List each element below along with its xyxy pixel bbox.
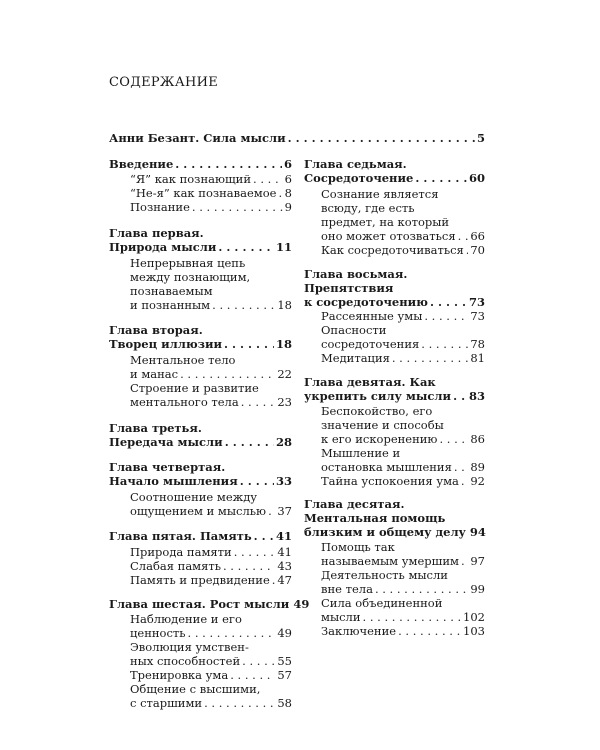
toc-subentry[interactable]: [130, 668, 292, 682]
entry-title: остановка мышления: [321, 460, 452, 474]
page-number: 41: [277, 545, 292, 559]
page-number: 97: [470, 554, 485, 568]
dot-leader: [242, 654, 275, 668]
entry-title: укрепить силу мысли: [304, 389, 452, 403]
page-number: 23: [277, 395, 292, 409]
page-number: 86: [470, 432, 485, 446]
page-number: 8: [284, 186, 292, 200]
dot-leader: [204, 696, 275, 710]
entry-title: “Я” как познающий: [130, 172, 252, 186]
subentry-text: значение и способы: [321, 418, 444, 432]
toc-subentry[interactable]: [130, 654, 292, 668]
toc-subentry[interactable]: [130, 504, 292, 518]
entry-title: Начало мышления: [109, 474, 238, 488]
entry-title: и манас: [130, 367, 179, 381]
dot-leader: [234, 545, 276, 559]
toc-entry-ch1[interactable]: [109, 240, 292, 254]
subentry-text: всюду, где есть: [321, 201, 415, 215]
dot-leader: [430, 295, 467, 309]
entry-title: Тренировка ума: [130, 668, 229, 682]
page-number: 33: [275, 474, 292, 488]
page-number: 41: [275, 529, 292, 543]
toc-subentry[interactable]: [321, 610, 485, 624]
toc-entry-ch10[interactable]: [304, 525, 485, 539]
entry-title: Рассеянные умы: [321, 309, 423, 323]
toc-subentry[interactable]: [130, 545, 292, 559]
dot-leader: [466, 243, 469, 257]
dot-leader: [424, 309, 468, 323]
entry-title: сосредоточения: [321, 337, 420, 351]
toc-entry-ch6[interactable]: [109, 597, 310, 611]
toc-subentry[interactable]: [321, 582, 485, 596]
subentry-text: Эволюция умствен-: [130, 640, 249, 654]
dot-leader: [230, 668, 275, 682]
entry-title: называемым умершим: [321, 554, 459, 568]
chapter-label: Глава третья.: [109, 421, 202, 435]
chapter-label: Глава первая.: [109, 226, 204, 240]
page-number: 103: [463, 624, 485, 638]
toc-subentry[interactable]: [130, 626, 292, 640]
subentry-text: Сила объединенной: [321, 596, 443, 610]
entry-title: Тайна успокоения ума: [321, 474, 459, 488]
dot-leader: [453, 389, 467, 403]
entry-title: Природа мысли: [109, 240, 217, 254]
subentry-text: Опасности: [321, 323, 387, 337]
toc-subentry[interactable]: [130, 172, 292, 186]
entry-title: мысли: [321, 610, 361, 624]
dot-leader: [392, 351, 468, 365]
page-number: 94: [469, 525, 486, 539]
toc-subentry[interactable]: [130, 395, 292, 409]
page-number: 6: [283, 157, 292, 171]
page-number: 57: [277, 668, 292, 682]
entry-title: Введение: [109, 157, 174, 171]
entry-title: Познание: [130, 200, 190, 214]
subentry-text: предмет, на который: [321, 215, 450, 229]
subentry-text: Непрерывная цепь: [130, 256, 246, 270]
toc-subentry[interactable]: [130, 367, 292, 381]
entry-title: близким и общему делу: [304, 525, 466, 539]
toc-entry-ch4[interactable]: [109, 474, 292, 488]
dot-leader: [363, 610, 462, 624]
page-number: 55: [277, 654, 292, 668]
entry-title: Заключение: [321, 624, 397, 638]
dot-leader: [254, 529, 274, 543]
toc-subentry[interactable]: [321, 460, 485, 474]
subentry-text: Сознание является: [321, 187, 439, 201]
dot-leader: [461, 474, 468, 488]
dot-leader: [241, 395, 276, 409]
dot-leader: [225, 435, 274, 449]
page-number: 92: [470, 474, 485, 488]
page-number: 58: [277, 696, 292, 710]
dot-leader: [278, 186, 282, 200]
toc-entry-intro[interactable]: [109, 157, 292, 171]
subentry-text: Помощь так: [321, 540, 395, 554]
entry-title: ценность: [130, 626, 186, 640]
entry-title: оно может отозваться: [321, 229, 456, 243]
dot-leader: [180, 367, 275, 381]
page-number: 28: [275, 435, 292, 449]
toc-subentry[interactable]: [321, 229, 485, 243]
toc-subentry[interactable]: [321, 351, 485, 365]
dot-leader: [268, 504, 275, 518]
subentry-text: Наблюдение и его: [130, 612, 242, 626]
dot-leader: [218, 240, 274, 254]
chapter-label: Глава седьмая.: [304, 157, 407, 171]
chapter-label: Ментальная помощь: [304, 511, 446, 525]
entry-title: к его искоренению: [321, 432, 438, 446]
page-number: 11: [275, 240, 292, 254]
page-title: СОДЕРЖАНИЕ: [109, 75, 219, 90]
entry-title: Сосредоточение: [304, 171, 414, 185]
page-number: 49: [277, 626, 292, 640]
dot-leader: [415, 171, 467, 185]
page-number: 83: [468, 389, 485, 403]
page-number: 60: [468, 171, 485, 185]
page-number: 18: [277, 298, 292, 312]
page-number: 5: [476, 131, 485, 145]
subentry-text: Ментальное тело: [130, 353, 236, 367]
dot-leader: [398, 624, 461, 638]
page-number: 99: [470, 582, 485, 596]
entry-title: Память и предвидение: [130, 573, 270, 587]
toc-subentry[interactable]: [130, 559, 292, 573]
entry-title: Передача мысли: [109, 435, 223, 449]
page-number: 49: [293, 597, 310, 611]
page-number: 18: [275, 337, 292, 351]
toc-subentry[interactable]: [321, 309, 485, 323]
entry-title: ментального тела: [130, 395, 239, 409]
entry-title: к сосредоточению: [304, 295, 428, 309]
chapter-label: Глава четвертая.: [109, 460, 226, 474]
page-number: 73: [468, 295, 485, 309]
dot-leader: [188, 626, 276, 640]
dot-leader: [240, 474, 274, 488]
toc-subentry[interactable]: [321, 624, 485, 638]
chapter-label: Глава восьмая.: [304, 267, 408, 281]
page-number: 78: [470, 337, 485, 351]
toc-entry-ch7[interactable]: [304, 171, 485, 185]
toc-subentry[interactable]: [130, 186, 292, 200]
entry-title: ощущением и мыслью: [130, 504, 267, 518]
toc-entry-besant[interactable]: [109, 131, 485, 145]
page-number: 22: [277, 367, 292, 381]
page-number: 73: [470, 309, 485, 323]
dot-leader: [212, 298, 275, 312]
chapter-label: Глава девятая. Как: [304, 375, 436, 389]
toc-subentry[interactable]: [321, 432, 485, 446]
subentry-text: Беспокойство, его: [321, 404, 433, 418]
subentry-text: Мышление и: [321, 446, 401, 460]
toc-subentry[interactable]: [130, 298, 292, 312]
page-number: 9: [284, 200, 292, 214]
page-number: 43: [277, 559, 292, 573]
dot-leader: [439, 432, 468, 446]
toc-subentry[interactable]: [130, 200, 292, 214]
entry-title: Как сосредоточиваться: [321, 243, 464, 257]
page-number: 66: [470, 229, 485, 243]
entry-title: вне тела: [321, 582, 373, 596]
entry-title: Творец иллюзии: [109, 337, 223, 351]
entry-title: и познанным: [130, 298, 211, 312]
toc-subentry[interactable]: [321, 337, 485, 351]
dot-leader: [454, 460, 469, 474]
page-number: 47: [277, 573, 292, 587]
page-number: 89: [470, 460, 485, 474]
dot-leader: [288, 131, 475, 145]
dot-leader: [458, 229, 469, 243]
subentry-text: Строение и развитие: [130, 381, 259, 395]
page-number: 37: [277, 504, 292, 518]
subentry-text: Общение с высшими,: [130, 682, 261, 696]
dot-leader: [421, 337, 468, 351]
toc-subentry[interactable]: [321, 243, 485, 257]
chapter-label: Глава вторая.: [109, 323, 203, 337]
entry-title: с старшими: [130, 696, 203, 710]
dot-leader: [223, 559, 275, 573]
dot-leader: [224, 337, 274, 351]
page-number: 6: [284, 172, 292, 186]
page-number: 102: [463, 610, 485, 624]
entry-title: Слабая память: [130, 559, 221, 573]
dot-leader: [253, 172, 283, 186]
subentry-text: Деятельность мысли: [321, 568, 448, 582]
subentry-text: Соотношение между: [130, 490, 258, 504]
page-number: 81: [470, 351, 485, 365]
dot-leader: [272, 573, 276, 587]
toc-subentry[interactable]: [130, 696, 292, 710]
subentry-text: между познающим,: [130, 270, 251, 284]
entry-title: “Не-я” как познаваемое: [130, 186, 277, 200]
toc-entry-ch8[interactable]: [304, 295, 485, 309]
entry-title: Медитация: [321, 351, 390, 365]
toc-entry-ch5[interactable]: [109, 529, 292, 543]
entry-title: ных способностей: [130, 654, 241, 668]
dot-leader: [192, 200, 283, 214]
entry-title: Анни Безант. Сила мысли: [109, 131, 286, 145]
entry-title: Природа памяти: [130, 545, 232, 559]
entry-title: Глава пятая. Память: [109, 529, 252, 543]
toc-entry-ch2[interactable]: [109, 337, 292, 351]
subentry-text: познаваемым: [130, 284, 213, 298]
toc-subentry[interactable]: [130, 573, 292, 587]
toc-subentry[interactable]: [321, 474, 485, 488]
toc-entry-ch9[interactable]: [304, 389, 485, 403]
entry-title: Глава шестая. Рост мысли: [109, 597, 290, 611]
toc-subentry[interactable]: [321, 554, 485, 568]
toc-entry-ch3[interactable]: [109, 435, 292, 449]
page-number: 70: [470, 243, 485, 257]
dot-leader: [461, 554, 468, 568]
chapter-label: Глава десятая.: [304, 497, 405, 511]
dot-leader: [175, 157, 282, 171]
dot-leader: [375, 582, 468, 596]
chapter-label: Препятствия: [304, 281, 394, 295]
